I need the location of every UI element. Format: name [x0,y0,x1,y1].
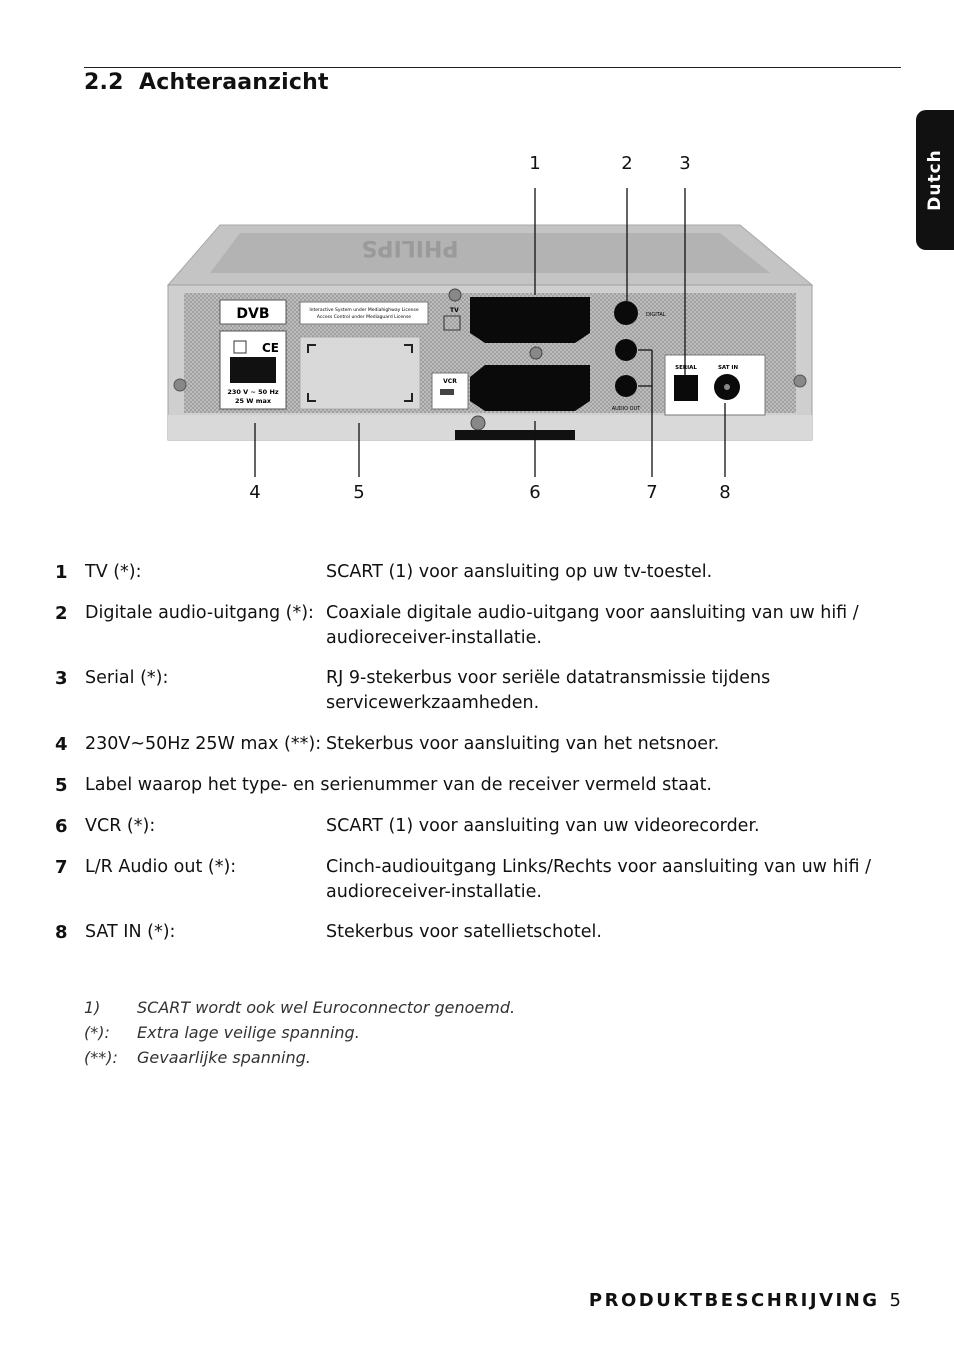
language-tab [916,110,954,250]
license-line-1: Interactive System under Mediahighway License [309,308,419,313]
callout-6: 6 [529,482,541,503]
item-description: SCART (1) voor aansluiting van uw videorecorder. [326,816,760,836]
item-description: RJ 9-stekerbus voor seriële datatransmissie tijdens servicewerkzaamheden. [326,668,771,713]
callout-4: 4 [249,482,261,503]
item-description: Stekerbus voor satellietschotel. [326,922,602,942]
callout-8: 8 [719,482,731,503]
page-number: 5 [889,1290,901,1311]
tv-label: TV [450,307,459,314]
callout-3: 3 [679,153,691,174]
item-number: 1 [55,562,68,583]
item-term: SAT IN (*): [85,922,176,942]
footnote-mark: (*): [84,1023,110,1042]
item-description: Stekerbus voor aansluiting van het netsnoer. [326,734,720,754]
item-number: 3 [55,668,68,689]
power-rating-1: 230 V ~ 50 Hz [227,388,279,396]
chapter-name: PRODUKTBESCHRIJVING [588,1290,880,1311]
serial-label: SERIAL [675,365,697,371]
rear-panel-illustration [150,145,830,515]
item-number: 4 [55,734,68,755]
callout-7: 7 [646,482,658,503]
item-term: 230V~50Hz 25W max (**): [85,734,322,754]
brand-label: PHILIPS [361,235,459,260]
section-number: 2.2 [84,70,124,95]
language-tab-label: Dutch [925,149,945,211]
item-number: 8 [55,922,68,943]
top-rule [84,67,901,68]
item-term: VCR (*): [85,816,156,836]
item-description: SCART (1) voor aansluiting op uw tv-toestel. [326,562,713,582]
item-number: 6 [55,816,68,837]
callout-2: 2 [621,153,633,174]
audio-out-label: AUDIO OUT [611,406,641,412]
vcr-label: VCR [443,378,457,385]
item-term: TV (*): [85,562,142,582]
section-title: Achteraanzicht [139,70,329,95]
footnote-mark: (**): [84,1048,118,1067]
item-term: L/R Audio out (*): [85,857,237,877]
item-description: Label waarop het type- en serienummer van de receiver vermeld staat. [85,775,712,795]
sat-in-label: SAT IN [717,365,739,371]
footnote-text: Gevaarlijke spanning. [137,1048,311,1067]
rear-panel-figure [150,145,830,515]
page-footer [589,1290,901,1311]
callout-1: 1 [529,153,541,174]
footnote-text: SCART wordt ook wel Euroconnector genoemd. [137,998,516,1017]
power-rating-2: 25 W max [234,397,272,405]
digital-label: DIGITAL [646,312,666,318]
callout-5: 5 [353,482,365,503]
dvb-logo: DVB [236,306,270,322]
item-number: 2 [55,603,68,624]
license-line-2: Access Control under Mediaguard License [316,315,412,320]
footnote-mark: 1) [84,998,101,1017]
footnote-text: Extra lage veilige spanning. [137,1023,360,1042]
ce-mark: CE [262,341,280,355]
item-description: Coaxiale digitale audio-uitgang voor aansluiting van uw hifi / audioreceiver-installatie. [326,603,859,648]
section-heading [84,70,329,95]
item-number: 5 [55,775,68,796]
item-description: Cinch-audiouitgang Links/Rechts voor aansluiting van uw hifi / audioreceiver-installatie. [326,857,871,902]
item-number: 7 [55,857,68,878]
item-term: Serial (*): [85,668,169,688]
item-term: Digitale audio-uitgang (*): [85,603,314,623]
